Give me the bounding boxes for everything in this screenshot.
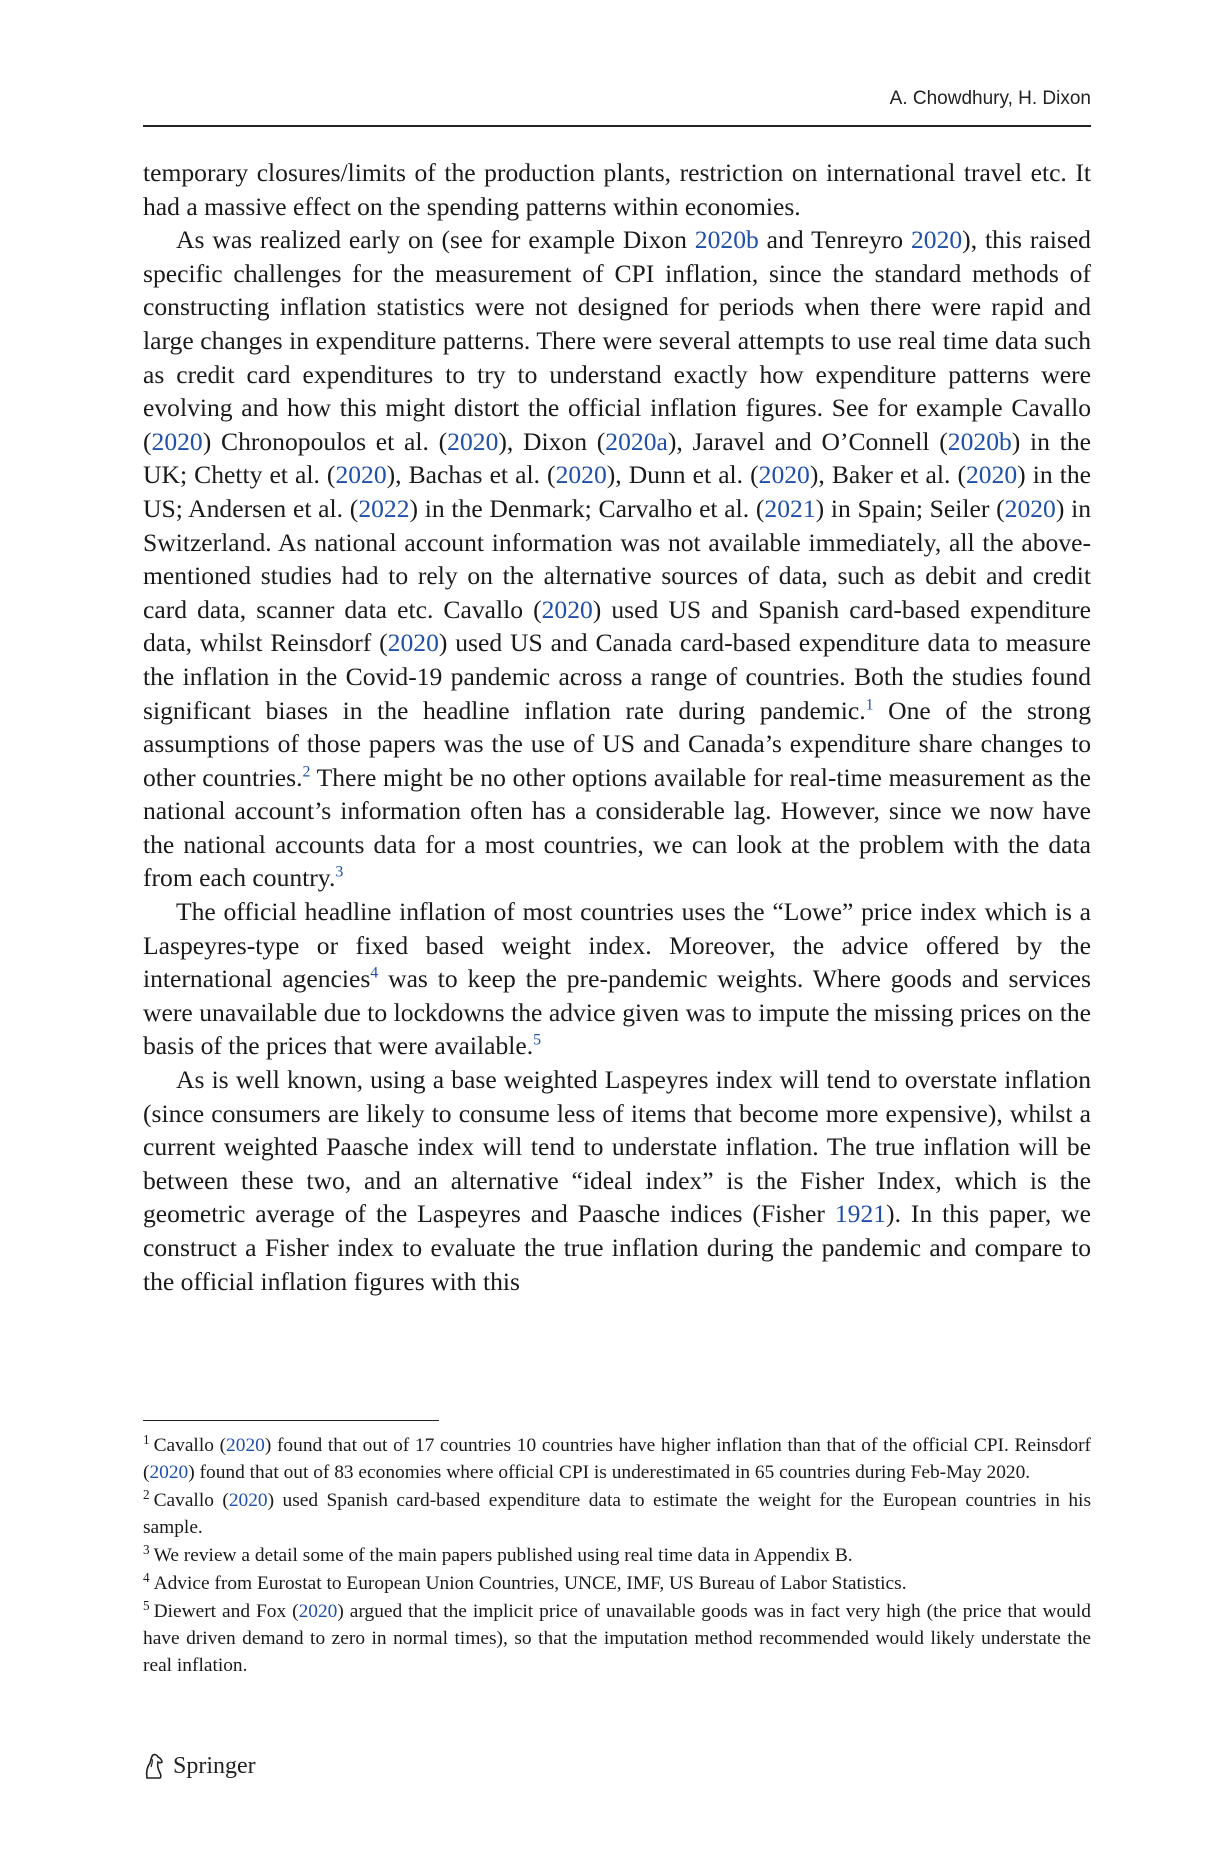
text-run: ) Chronopoulos et al. ( [202,426,448,456]
springer-horse-icon [143,1752,165,1780]
text-run: ), Dixon ( [498,426,606,456]
citation-link[interactable]: 2020 [387,628,439,658]
footnote-marker[interactable]: 3 [335,863,344,881]
text-run: ) in the Denmark; Carvalho et al. ( [409,493,765,523]
citation-link[interactable]: 2020 [151,426,203,456]
footnote-number: 2 [143,1486,150,1502]
footnote-3 [143,1542,1091,1569]
citation-link[interactable]: 2020 [447,426,499,456]
citation-link[interactable]: 2021 [764,493,816,523]
text-run: Advice from Eurostat to European Union Countries, UNCE, IMF, US Bureau of Labor Statistics. [153,1573,907,1594]
text-run: was to keep the pre-pandemic weights. Where goods and services were unavailable due to lockdowns the advice given was to impute the missing prices on the basis of the prices that were available. [143,964,1091,1061]
text-run: ), Bachas et al. ( [386,460,556,490]
text-run: ) argued that the implicit price of unavailable goods was in fact very high (the price that would have driven demand to zero in normal times), so that the imputation method recommended would likely understate the real inflation. [143,1601,1092,1676]
publisher-footer [143,1752,256,1780]
text-run: ) used US and Canada card-based expenditure data to measure the inflation in the Covid-19 pandemic across a range of countries. Both the studies found significant biases in the headline inflation rate during pandemic. [143,628,1091,725]
text-run: As is well known, using a base weighted Laspeyres index will tend to overstate inflation (since consumers are likely to consume less of items that become more expensive), whilst a current weighted Paasche index will tend to understate inflation. The true inflation will be between these two, and an alternative “ideal index” is the Fisher Index, which is the geometric average of the Laspeyres and Paasche indices (Fisher [143,1065,1091,1229]
citation-link[interactable]: 2020 [335,460,387,490]
body-paragraph [143,1063,1091,1298]
text-run: As was realized early on (see for example Dixon [176,225,695,255]
footnote-1 [143,1432,1091,1486]
footnote-marker[interactable]: 5 [533,1031,542,1049]
footnote-marker[interactable]: 2 [302,763,311,781]
footnote-5 [143,1598,1091,1679]
footnote-4 [143,1570,1091,1597]
footnote-marker[interactable]: 4 [370,964,379,982]
footnote-rule [143,1420,439,1421]
citation-link[interactable]: 2020 [758,460,810,490]
header-rule [143,125,1091,127]
text-run: Diewert and Fox ( [153,1601,299,1622]
text-run: ) found that out of 83 economies where official CPI is underestimated in 65 countries during Feb-May 2020. [188,1462,1031,1483]
citation-link[interactable]: 2020 [298,1601,338,1622]
footnote-marker[interactable]: 1 [865,695,874,713]
citation-link[interactable]: 2020b [947,426,1012,456]
text-run: temporary closures/limits of the production plants, restriction on international travel etc. It had a massive effect on the spending patterns within economies. [143,158,1091,221]
text-run: One of the strong assumptions of those papers was the use of US and Canada’s expenditure share changes to other countries. [143,695,1091,792]
citation-link[interactable]: 2020b [694,225,759,255]
citation-link[interactable]: 2020 [910,225,963,255]
text-run: ), Baker et al. ( [809,460,966,490]
text-run: We review a detail some of the main papers published using real time data in Appendix B. [153,1545,853,1566]
text-run: ), this raised specific challenges for the measurement of CPI inflation, since the standard methods of constructing inflation statistics were not designed for periods when there were rapid and large changes in expenditure patterns. There were several attempts to use real time data such as credit card expenditures to try to understand exactly how expenditure patterns were evolving and how this might distort the official inflation figures. See for example Cavallo ( [143,225,1091,456]
text-run: Cavallo ( [153,1490,229,1511]
citation-link[interactable]: 1921 [834,1199,887,1229]
footnote-number: 5 [143,1597,150,1613]
text-run: ) in the US; Andersen et al. ( [143,460,1091,523]
text-run: ) used Spanish card-based expenditure data to estimate the weight for the European countries in his sample. [143,1490,1091,1538]
text-run: ) in Spain; Seiler ( [815,493,1005,523]
text-run: ) found that out of 17 countries 10 countries have higher inflation than that of the official CPI. Reinsdorf ( [143,1435,1091,1483]
citation-link[interactable]: 2020 [149,1462,189,1483]
text-run: The official headline inflation of most countries uses the “Lowe” price index which is a Laspeyres-type or fixed based weight index. Moreover, the advice offered by the international agencies [143,897,1091,994]
citation-link[interactable]: 2020 [555,460,607,490]
citation-link[interactable]: 2020 [541,594,593,624]
text-run: ). In this paper, we construct a Fisher index to evaluate the true inflation during the pandemic and compare to the official inflation figures with this [143,1199,1091,1296]
citation-link[interactable]: 2020 [965,460,1018,490]
body-paragraph [143,156,1091,223]
footnote-2 [143,1487,1091,1541]
body-paragraph [143,223,1091,895]
citation-link[interactable]: 2020 [1004,493,1056,523]
footnote-number: 4 [143,1569,150,1585]
footnote-number: 1 [143,1431,150,1447]
footnote-number: 3 [143,1541,150,1557]
citation-link[interactable]: 2020 [226,1435,265,1456]
text-run: ), Dunn et al. ( [606,460,759,490]
footnotes [143,1432,1091,1680]
text-run: There might be no other options available for real-time measurement as the national account’s information often has a considerable lag. However, since we now have the national accounts data for a most countries, we can look at the problem with the data from each country. [143,762,1091,893]
publisher-name: Springer [173,1752,256,1779]
citation-link[interactable]: 2020 [228,1490,268,1511]
text-run: ) used US and Spanish card-based expenditure data, whilst Reinsdorf ( [143,594,1091,658]
citation-link[interactable]: 2022 [358,493,410,523]
text-run: and Tenreyro [758,225,911,255]
running-head: A. Chowdhury, H. Dixon [889,88,1091,109]
body-paragraph [143,895,1091,1063]
text-run: Cavallo ( [153,1435,227,1456]
text-run: ), Jaravel and O’Connell ( [667,426,948,456]
citation-link[interactable]: 2020a [605,426,668,456]
text-run: ) in Switzerland. As national account information was not available immediately, all the above-mentioned studies had to rely on the alternative sources of data, such as debit and credit card data, scanner data etc. Cavallo ( [143,493,1091,624]
text-run: ) in the UK; Chetty et al. ( [143,426,1091,490]
main-text [143,156,1091,1298]
